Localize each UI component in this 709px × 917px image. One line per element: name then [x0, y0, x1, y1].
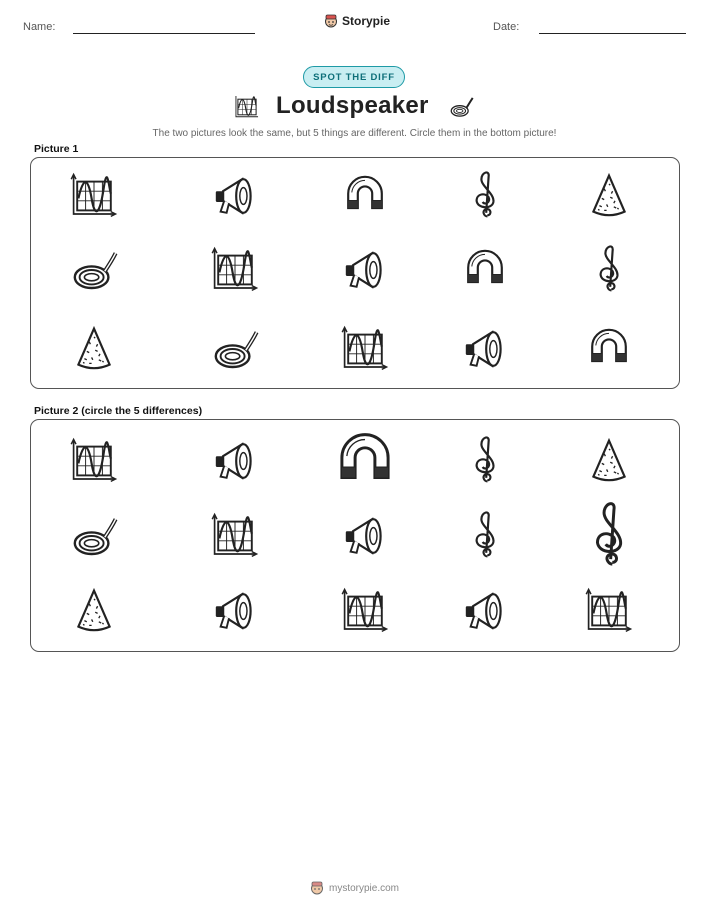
magnet-icon	[341, 172, 389, 220]
graph-icon	[341, 325, 389, 373]
name-label: Name:	[23, 21, 56, 33]
spot-the-diff-badge: SPOT THE DIFF	[303, 66, 405, 88]
magnet-icon	[585, 325, 633, 373]
instructions-text: The two pictures look the same, but 5 things are different. Circle them in the bottom picture!	[152, 128, 557, 139]
megaphone-icon	[341, 246, 389, 294]
megaphone-icon[interactable]	[211, 437, 259, 485]
brand-logo	[324, 14, 390, 28]
brand-name: Storypie	[342, 14, 391, 28]
date-label: Date:	[493, 21, 520, 33]
date-line[interactable]	[539, 33, 686, 34]
megaphone-icon	[211, 172, 259, 220]
footer	[0, 881, 709, 895]
coil-icon	[70, 246, 118, 294]
magnet-icon[interactable]	[332, 428, 398, 494]
picture-2-grid	[31, 420, 679, 651]
graph-icon[interactable]	[341, 587, 389, 635]
name-line[interactable]	[73, 33, 255, 34]
megaphone-icon[interactable]	[461, 587, 509, 635]
graph-icon[interactable]	[211, 512, 259, 560]
megaphone-icon	[461, 325, 509, 373]
picture-2-panel[interactable]	[30, 419, 680, 652]
page-title: Loudspeaker	[276, 92, 429, 119]
graph-icon	[211, 246, 259, 294]
graph-icon	[70, 172, 118, 220]
coil-icon[interactable]	[70, 512, 118, 560]
cone-icon[interactable]	[70, 587, 118, 635]
picture-2-label: Picture 2 (circle the 5 differences)	[34, 405, 203, 417]
picture-1-grid	[31, 158, 679, 388]
clef-icon	[461, 172, 509, 220]
clef-icon[interactable]	[461, 437, 509, 485]
storypie-mascot-icon	[310, 881, 324, 895]
picture-1-label: Picture 1	[34, 143, 79, 155]
footer-url[interactable]: mystorypie.com	[328, 882, 399, 894]
coil-icon	[211, 325, 259, 373]
graph-icon[interactable]	[585, 587, 633, 635]
megaphone-icon[interactable]	[211, 587, 259, 635]
picture-1-panel	[30, 157, 680, 389]
cone-icon	[70, 325, 118, 373]
clef-icon	[585, 246, 633, 294]
magnet-icon	[461, 246, 509, 294]
graph-icon[interactable]	[70, 437, 118, 485]
cone-icon[interactable]	[585, 437, 633, 485]
clef-icon[interactable]	[461, 512, 509, 560]
title-graph-icon	[236, 96, 258, 117]
clef-icon[interactable]	[576, 503, 642, 569]
cone-icon	[585, 172, 633, 220]
coil-icon	[447, 94, 475, 125]
megaphone-icon[interactable]	[341, 512, 389, 560]
graph-icon	[233, 94, 261, 125]
storypie-mascot-icon	[324, 14, 338, 28]
